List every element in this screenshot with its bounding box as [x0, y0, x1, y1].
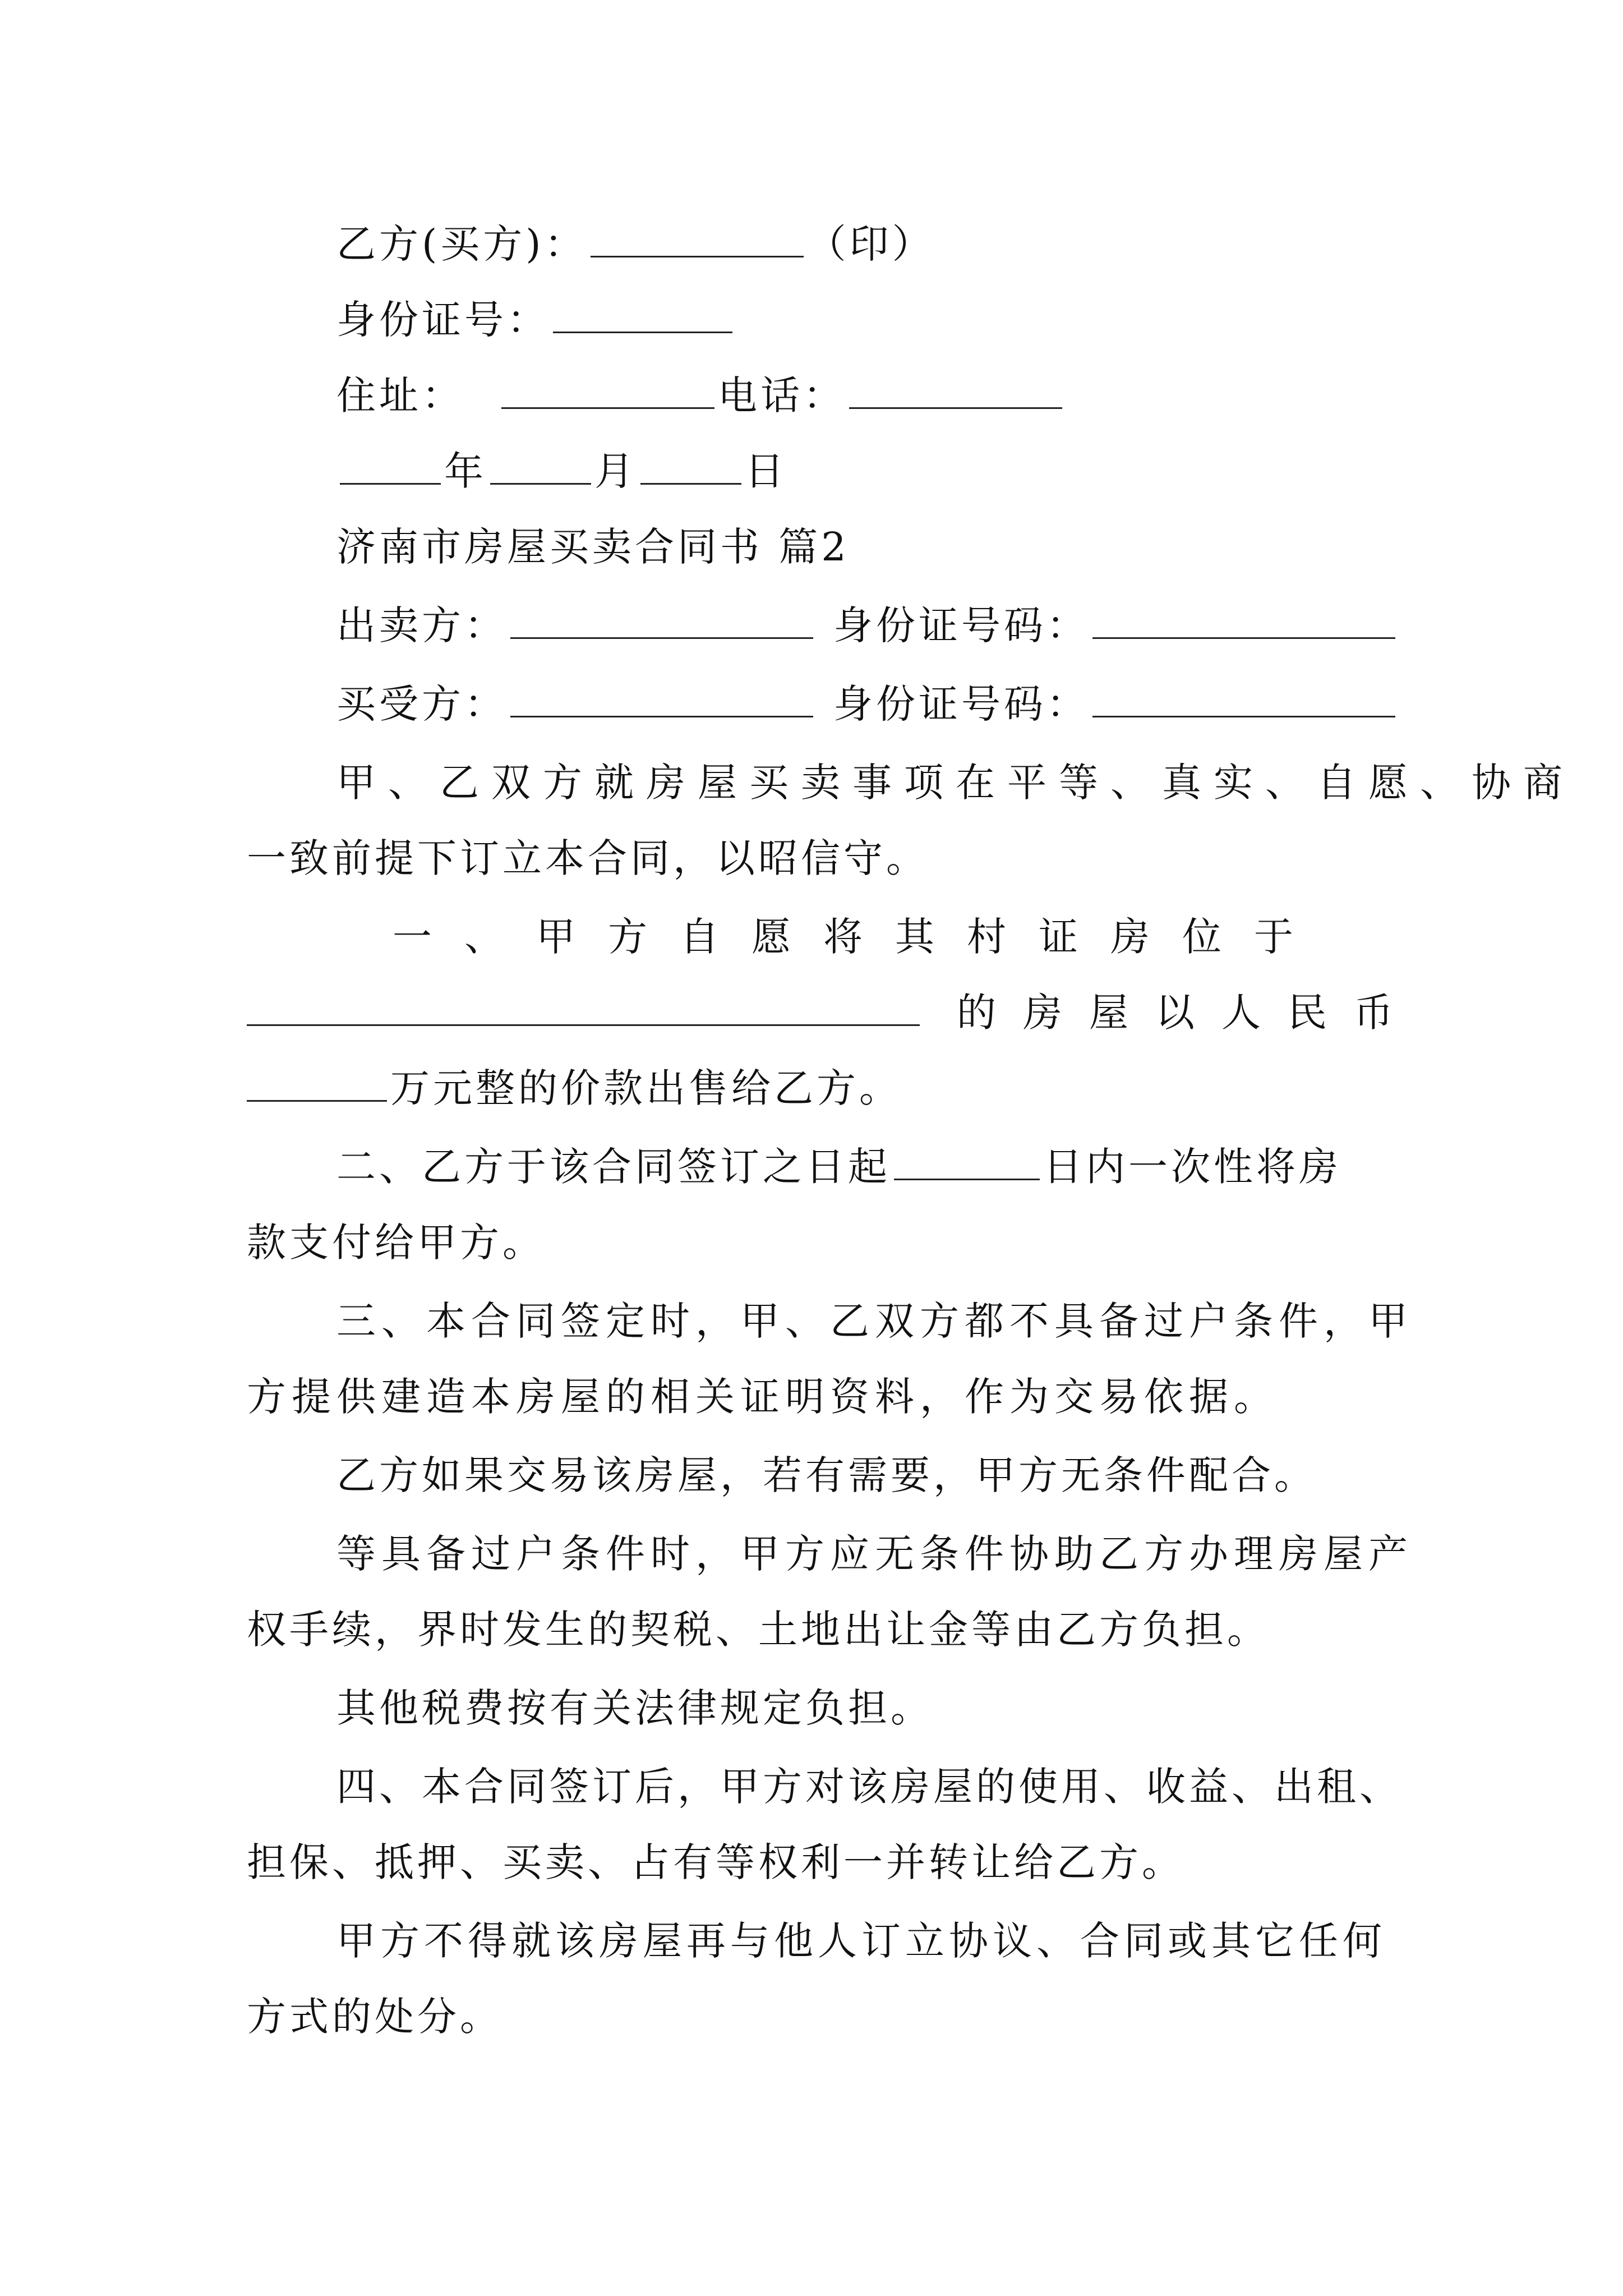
buyer-blank — [510, 677, 813, 717]
phone-blank — [849, 368, 1062, 409]
paragraph-4-line-2: 方提供建造本房屋的相关证明资料，作为交易依据。 — [247, 1374, 1279, 1420]
seller-line — [336, 597, 1481, 654]
paragraph-2-line-1 — [393, 909, 1537, 965]
price-text: 的房屋以人民币 — [957, 990, 1420, 1036]
buyer-id-label: 身份证号码： — [833, 681, 1089, 727]
paragraph-1-line-1: 甲、乙双方就房屋买卖事项在平等、真实、自愿、协商 — [336, 760, 1575, 806]
paragraph-3-line-2: 款支付给甲方。 — [247, 1220, 545, 1266]
seller-label: 出卖方： — [336, 602, 507, 648]
paragraph-6-line-2: 权手续，界时发生的契税、土地出让金等由乙方负担。 — [247, 1607, 1270, 1653]
buyer-label: 乙方(买方)： — [336, 221, 587, 267]
amount-blank — [247, 1061, 387, 1102]
date-line — [336, 443, 1481, 499]
section-heading: 济南市房屋买卖合同书 篇2 — [336, 524, 850, 570]
year-label: 年 — [444, 448, 487, 494]
paragraph-9-line-1: 甲方不得就该房屋再与他人订立协议、合同或其它任何 — [336, 1918, 1386, 1964]
paragraph-3-line-1 — [336, 1139, 1481, 1195]
address-blank — [501, 368, 714, 409]
month-blank — [490, 444, 591, 485]
address-line — [336, 367, 1481, 424]
seller-id-blank — [1092, 598, 1395, 639]
paragraph-8-line-1: 四、本合同签订后，甲方对该房屋的使用、收益、出租、 — [336, 1764, 1402, 1810]
seller-id-label: 身份证号码： — [833, 602, 1089, 648]
month-label: 月 — [594, 448, 637, 494]
days-blank — [894, 1139, 1040, 1180]
paragraph-4-line-1: 三、本合同签定时，甲、乙双方都不具备过户条件，甲 — [336, 1298, 1413, 1344]
buyer-line — [336, 676, 1481, 732]
buyer-id-line — [336, 292, 1481, 348]
clause-two-tail: 日内一次性将房 — [1043, 1144, 1341, 1190]
paragraph-2-line-2 — [247, 984, 1420, 1041]
paragraph-6-line-1: 等具备过户条件时，甲方应无条件协助乙方办理房屋产 — [336, 1531, 1413, 1577]
day-blank — [640, 444, 741, 485]
day-label: 日 — [745, 448, 787, 494]
id-blank — [553, 292, 732, 333]
seal-mark: （印） — [806, 221, 935, 267]
paragraph-7: 其他税费按有关法律规定负担。 — [336, 1685, 933, 1731]
paragraph-2-line-3 — [247, 1060, 1391, 1116]
location-blank — [247, 985, 920, 1026]
buyer-name-blank — [591, 217, 804, 257]
clause-two-text: 二、乙方于该合同签订之日起 — [336, 1144, 891, 1190]
year-blank — [340, 444, 441, 485]
phone-label: 电话： — [718, 372, 846, 418]
paragraph-9-line-2: 方式的处分。 — [247, 1994, 502, 2040]
id-label: 身份证号： — [336, 297, 550, 343]
amount-text: 万元整的价款出售给乙方。 — [390, 1065, 902, 1111]
address-label: 住址： — [336, 372, 464, 418]
seller-blank — [510, 598, 813, 639]
paragraph-5: 乙方如果交易该房屋，若有需要，甲方无条件配合。 — [336, 1452, 1317, 1498]
clause-one-text: 一、甲方自愿将其村证房位于 — [393, 914, 1326, 960]
buyer-signature-line — [336, 216, 1481, 272]
buyer-party-label: 买受方： — [336, 681, 507, 727]
paragraph-1-line-2: 一致前提下订立本合同，以昭信守。 — [247, 835, 929, 881]
buyer-id-blank — [1092, 677, 1395, 717]
paragraph-8-line-2: 担保、抵押、买卖、占有等权利一并转让给乙方。 — [247, 1839, 1184, 1885]
